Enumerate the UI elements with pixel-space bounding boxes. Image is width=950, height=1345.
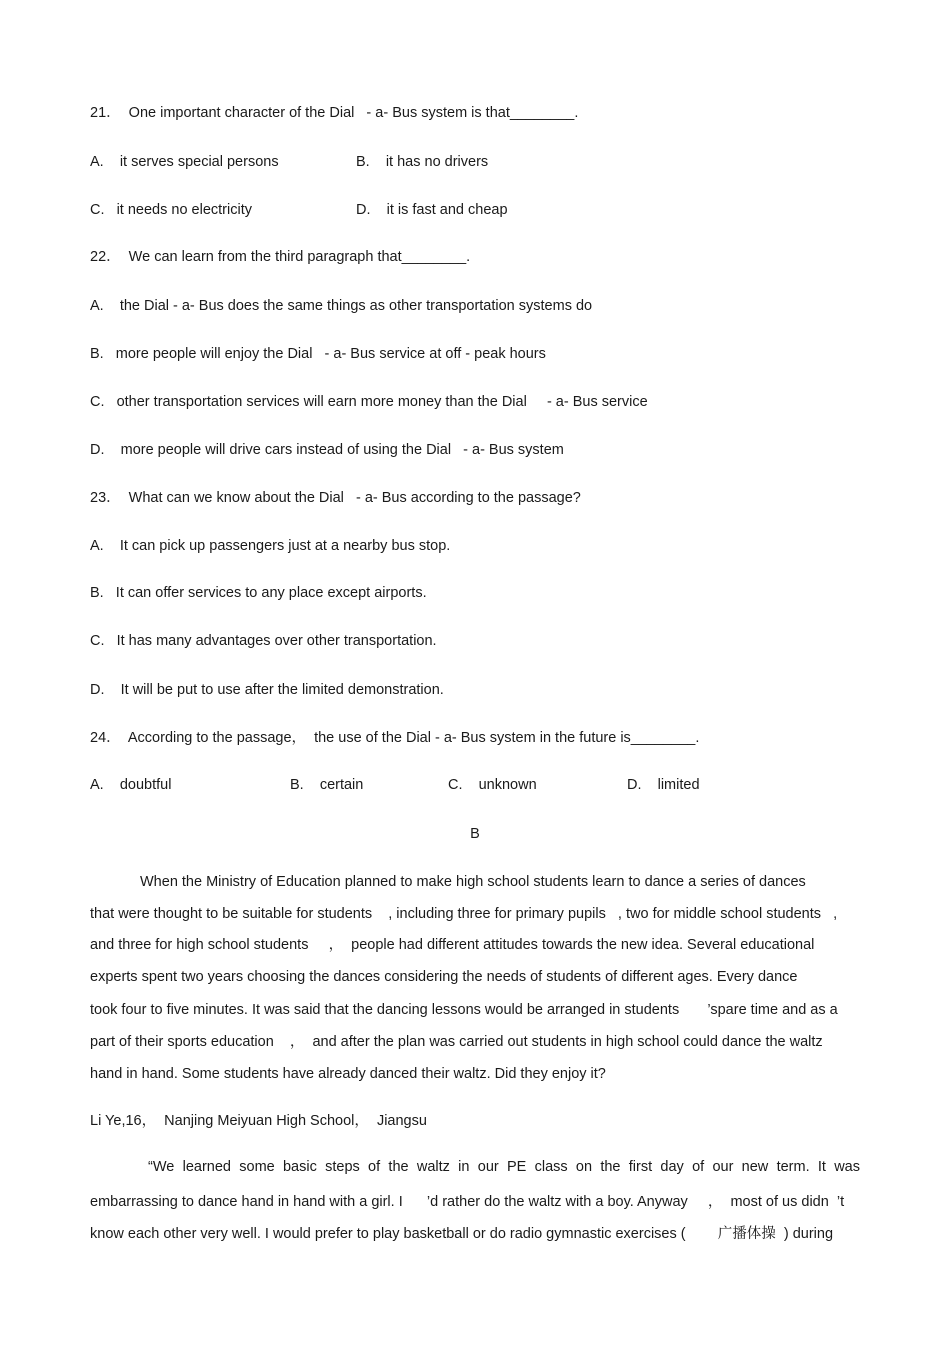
q24-option-c: C. unknown: [448, 777, 537, 793]
q21-option-a: A. it serves special persons: [90, 154, 279, 170]
q23-option-c: C. It has many advantages over other transportation.: [90, 633, 437, 649]
q23-option-b: B. It can offer services to any place except airports.: [90, 585, 427, 601]
passage-line: When the Ministry of Education planned to make high school students learn to dance a series of dances: [140, 874, 806, 890]
q24-option-b: B. certain: [290, 777, 364, 793]
speaker-attribution: Li Ye,16， Nanjing Meiyuan High School， Jiangsu: [90, 1113, 427, 1129]
q21-option-d: D. it is fast and cheap: [356, 202, 508, 218]
q22-option-a: A. the Dial - a- Bus does the same things as other transportation systems do: [90, 298, 593, 314]
question-23: 23． What can we know about the Dial - a- Bus according to the passage?: [90, 490, 581, 506]
q22-option-c: C. other transportation services will earn more money than the Dial - a- Bus service: [90, 394, 648, 410]
question-22: 22． We can learn from the third paragraph that________.: [90, 249, 471, 265]
passage-line: experts spent two years choosing the dances considering the needs of students of different ages. Every dance: [90, 969, 798, 985]
quote-line: know each other very well. I would prefer to play basketball or do radio gymnastic exercises ( 广播体操 ) during: [90, 1226, 834, 1242]
passage-line: that were thought to be suitable for students , including three for primary pupils , two for middle school students ,: [90, 906, 838, 922]
question-21: 21． One important character of the Dial - a- Bus system is that________.: [90, 105, 579, 121]
q21-option-c: C. it needs no electricity: [90, 202, 252, 218]
q21-option-b: B. it has no drivers: [356, 154, 489, 170]
q24-option-a: A. doubtful: [90, 777, 172, 793]
q24-option-d: D. limited: [627, 777, 700, 793]
q23-option-d: D. It will be put to use after the limited demonstration.: [90, 682, 444, 698]
passage-line: part of their sports education ， and after the plan was carried out students in high school could dance the waltz: [90, 1034, 823, 1050]
section-heading: B: [470, 826, 480, 842]
passage-line: took four to five minutes. It was said that the dancing lessons would be arranged in students ’spare time and as a: [90, 1002, 838, 1018]
passage-line: hand in hand. Some students have already danced their waltz. Did they enjoy it?: [90, 1066, 606, 1082]
quote-line: embarrassing to dance hand in hand with a girl. I ’d rather do the waltz with a boy. Anyway ， most of us didn ’t: [90, 1194, 845, 1210]
passage-line: and three for high school students ， people had different attitudes towards the new idea. Several educational: [90, 937, 815, 953]
q22-option-d: D. more people will drive cars instead of using the Dial - a- Bus system: [90, 442, 564, 458]
q22-option-b: B. more people will enjoy the Dial - a- Bus service at off - peak hours: [90, 346, 546, 362]
quote-line: “We learned some basic steps of the waltz in our PE class on the first day of our new term. It was: [148, 1159, 860, 1175]
question-24: 24． According to the passage， the use of the Dial - a- Bus system in the future is________.: [90, 730, 700, 746]
q23-option-a: A. It can pick up passengers just at a nearby bus stop.: [90, 538, 451, 554]
